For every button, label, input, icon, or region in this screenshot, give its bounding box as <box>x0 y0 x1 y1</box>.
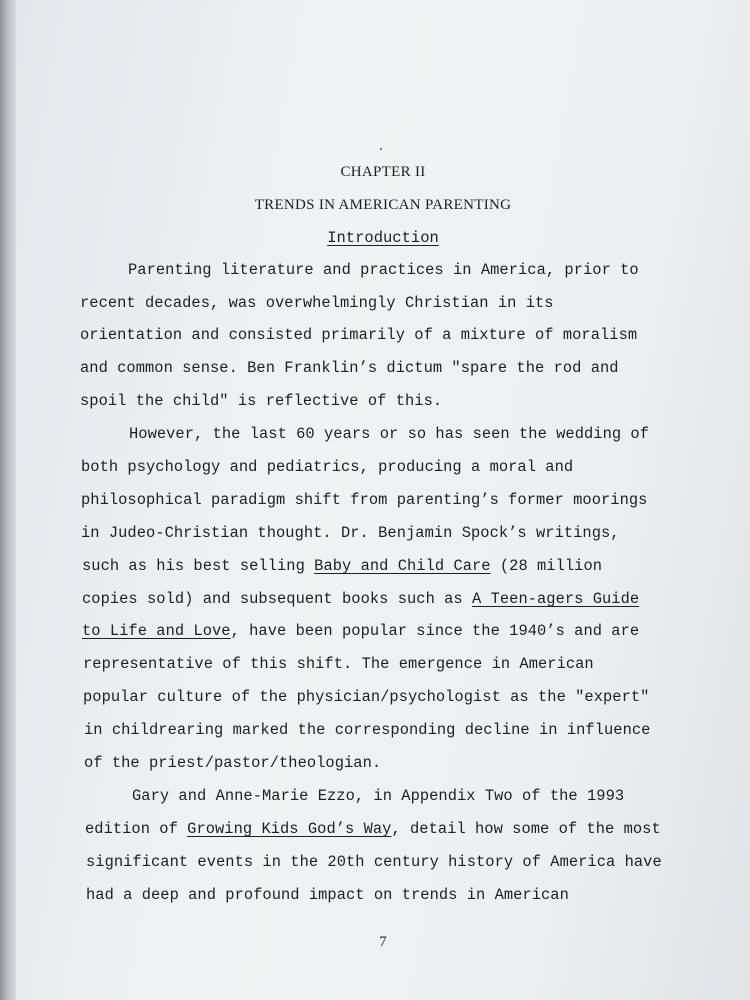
body-text: edition of <box>85 820 188 838</box>
section-heading-text: Introduction <box>327 229 439 247</box>
binding-edge <box>0 0 16 1000</box>
body-text: , have been popular since the 1940’s and are <box>230 622 640 640</box>
body-line: spoil the child" is reflective of this. <box>80 392 443 410</box>
page-number: 7 <box>379 934 387 950</box>
body-line: had a deep and profound impact on trends in American <box>86 886 569 904</box>
body-line: in Judeo-Christian thought. Dr. Benjamin Spock’s writings, <box>81 524 620 542</box>
body-line: orientation and consisted primarily of a mixture of moralism <box>80 326 638 344</box>
body-line: in childrearing marked the corresponding decline in influence <box>84 721 651 739</box>
body-line: Gary and Anne-Marie Ezzo, in Appendix Two of the 1993 <box>132 787 625 805</box>
body-line <box>85 820 661 838</box>
body-line: significant events in the 20th century history of America have <box>86 853 662 871</box>
body-line: Parenting literature and practices in America, prior to <box>128 261 639 279</box>
body-text: copies sold) and subsequent books such as <box>82 590 473 608</box>
body-text: such as his best selling <box>82 557 315 575</box>
body-line: and common sense. Ben Franklin’s dictum "spare the rod and <box>80 359 619 377</box>
body-line: both psychology and pediatrics, producing a moral and <box>81 458 574 476</box>
body-line: popular culture of the physician/psychologist as the "expert" <box>83 688 650 706</box>
section-heading <box>16 229 750 247</box>
body-line <box>82 557 602 575</box>
body-line <box>82 590 639 608</box>
body-text: , detail how some of the most <box>391 820 661 838</box>
chapter-heading: CHAPTER II <box>340 164 426 180</box>
body-line: recent decades, was overwhelmingly Christian in its <box>80 294 554 312</box>
speck <box>380 148 382 150</box>
underlined-title: Growing Kids God’s Way <box>187 820 392 838</box>
body-line: philosophical paradigm shift from parenting’s former moorings <box>81 491 648 509</box>
body-line: However, the last 60 years or so has seen the wedding of <box>129 425 650 443</box>
body-line <box>82 622 639 640</box>
body-text: (28 million <box>490 557 603 575</box>
chapter-title: TRENDS IN AMERICAN PARENTING <box>254 197 512 213</box>
underlined-title: A Teen-agers Guide <box>472 590 640 608</box>
body-line: representative of this shift. The emergence in American <box>83 655 594 673</box>
document-page <box>16 0 750 1000</box>
body-line: of the priest/pastor/theologian. <box>84 754 382 772</box>
underlined-title: Baby and Child Care <box>314 557 491 575</box>
underlined-title: to Life and Love <box>82 622 231 640</box>
